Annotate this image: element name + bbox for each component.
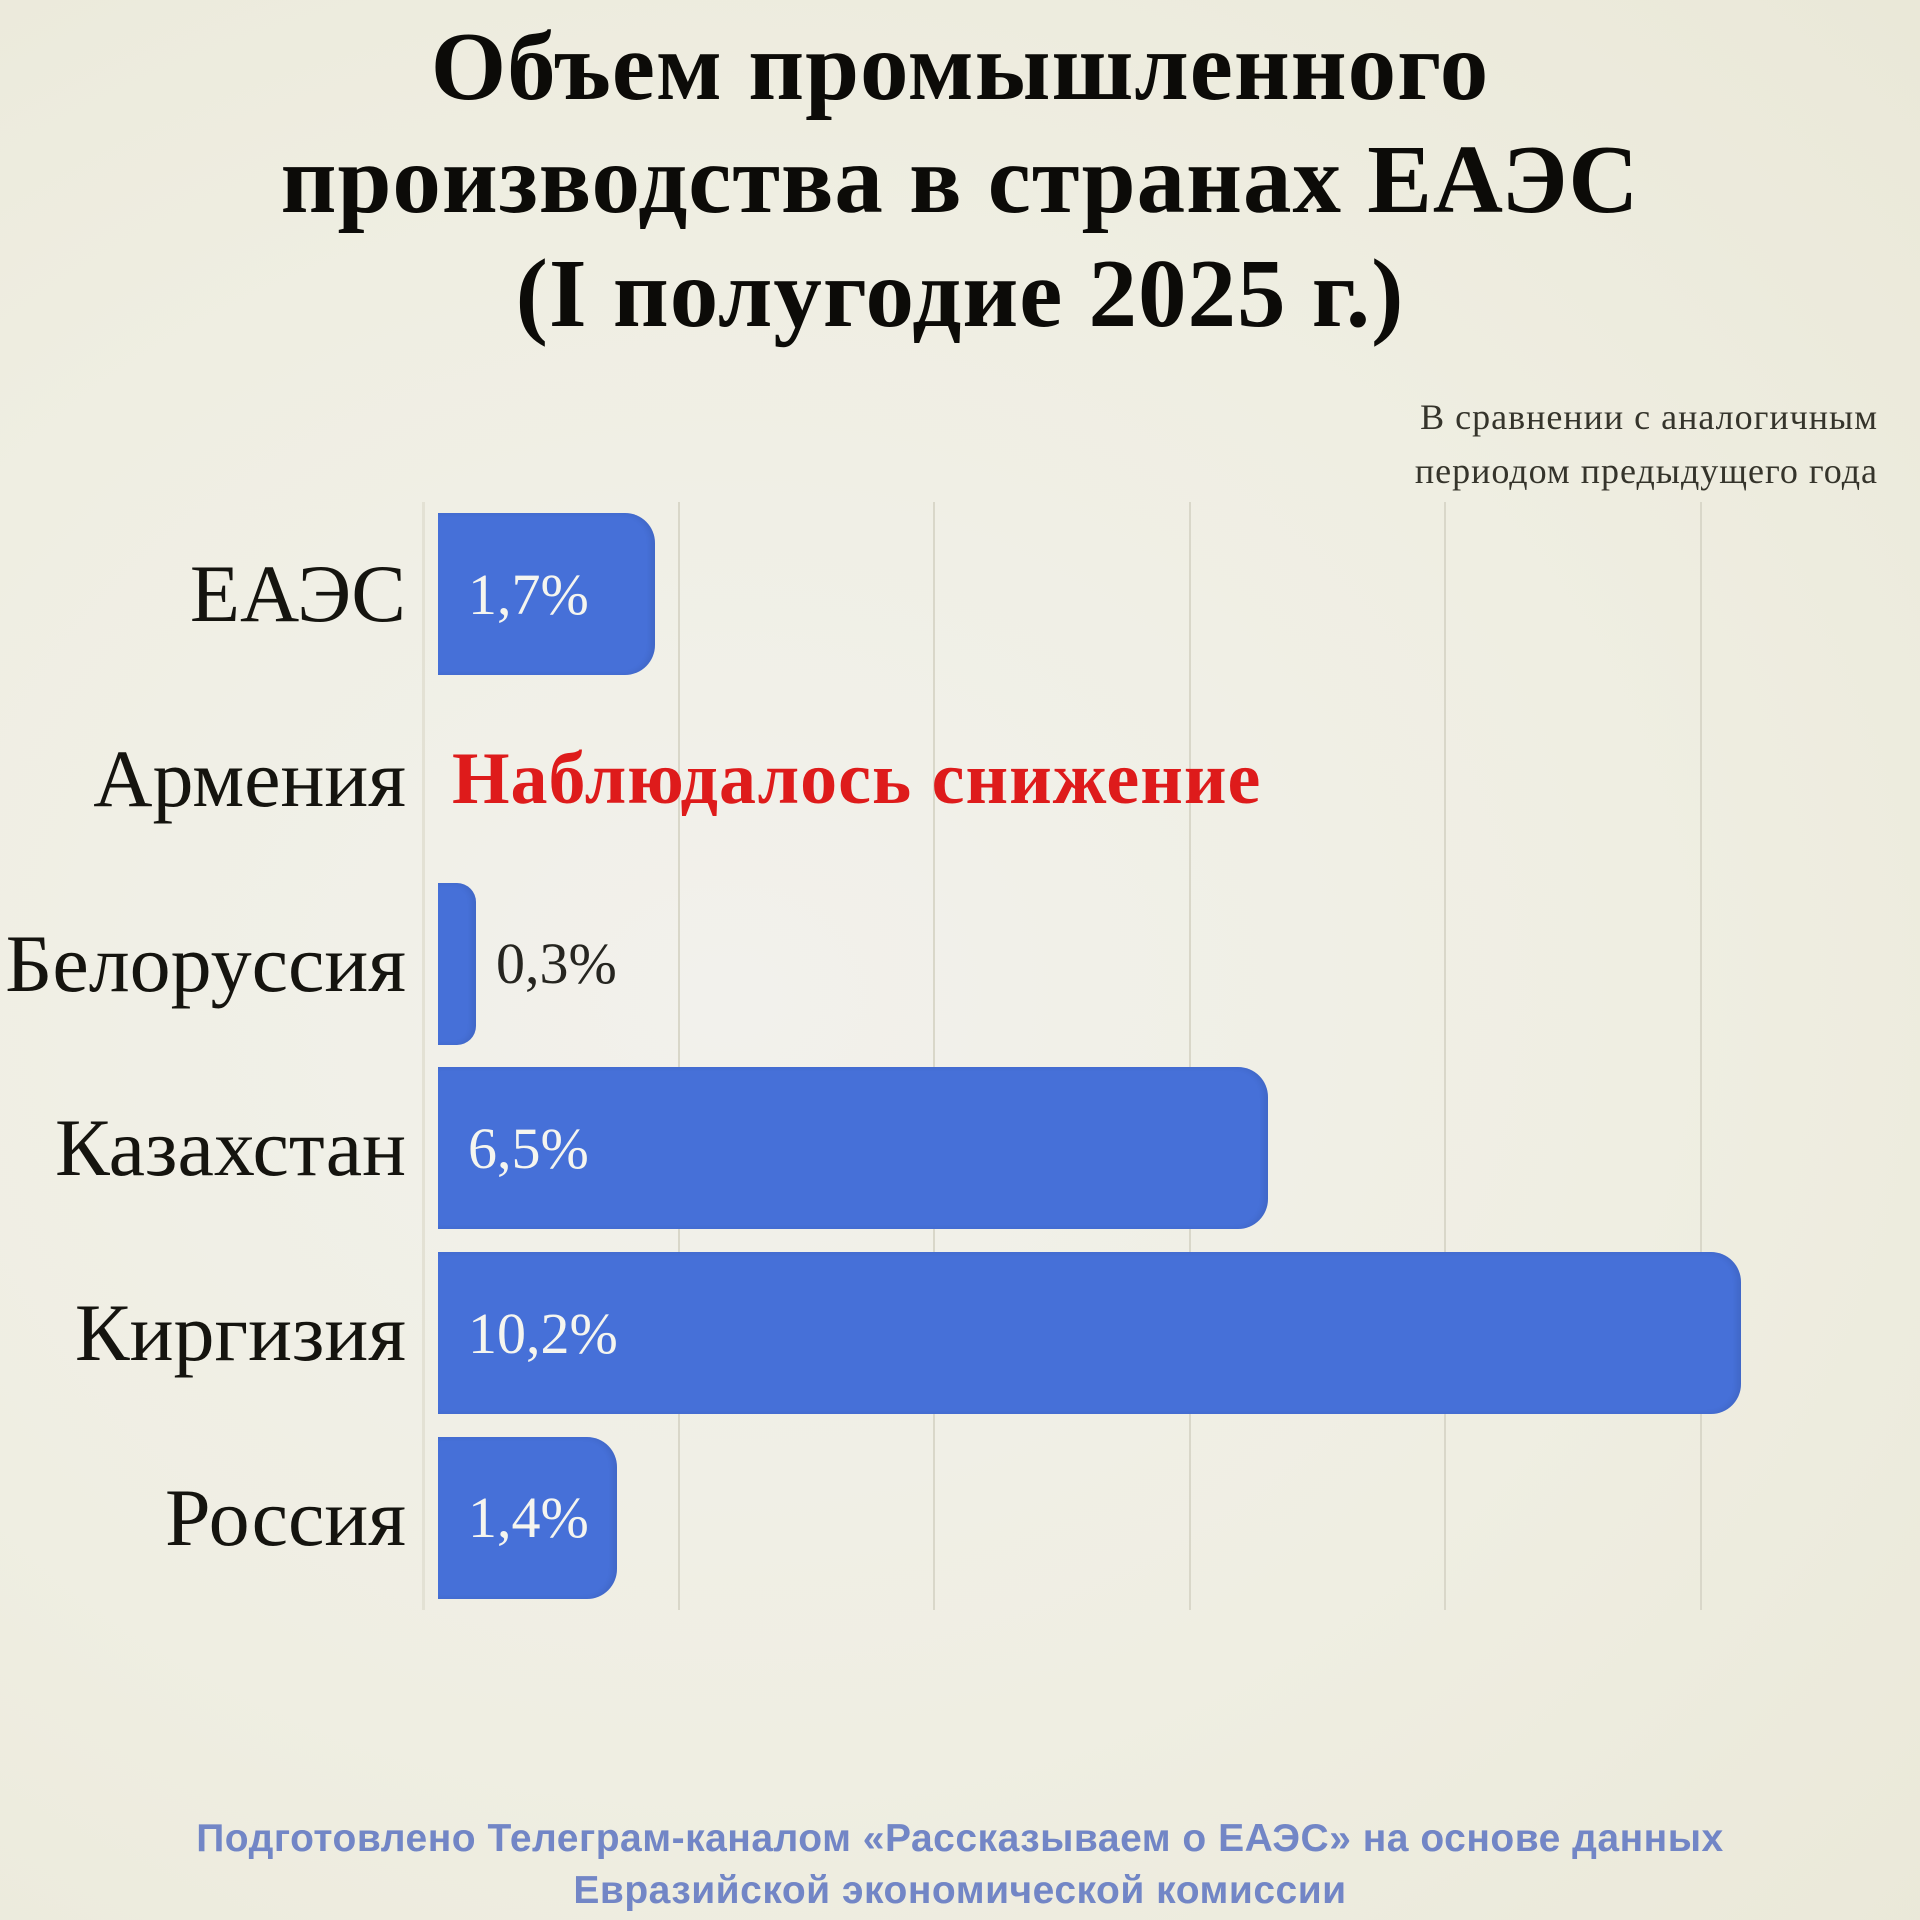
value-label: 0,3% xyxy=(496,931,617,997)
category-label: Киргизия xyxy=(74,1287,406,1379)
category-label: Белоруссия xyxy=(5,917,406,1009)
bar-area xyxy=(438,1425,1920,1610)
chart-subtitle-line-2: периодом предыдущего года xyxy=(1414,451,1878,491)
chart-row-6 xyxy=(0,1425,1920,1610)
chart-row-5 xyxy=(0,1241,1920,1426)
chart-row-2 xyxy=(0,687,1920,872)
bar xyxy=(438,1437,617,1599)
bar xyxy=(438,1252,1741,1414)
bar-area xyxy=(438,1056,1920,1241)
category-label: ЕАЭС xyxy=(189,548,406,640)
value-label: 1,4% xyxy=(468,1485,589,1551)
chart-subtitle xyxy=(1415,390,1878,498)
footer-credit-line-1: Подготовлено Телеграм-каналом «Рассказываем о ЕАЭС» на основе данных xyxy=(196,1817,1724,1861)
bar xyxy=(438,1067,1268,1229)
value-label: 6,5% xyxy=(468,1115,589,1181)
bar xyxy=(438,883,476,1045)
footer-credit xyxy=(0,1813,1920,1916)
chart-title-line-3: (I полугодие 2025 г.) xyxy=(515,239,1405,347)
chart-row-4 xyxy=(0,1056,1920,1241)
value-label: 10,2% xyxy=(468,1300,618,1366)
bar-area xyxy=(438,687,1920,872)
decline-annotation: Наблюдалось снижение xyxy=(452,737,1262,820)
chart-title xyxy=(0,0,1920,350)
category-label: Казахстан xyxy=(55,1102,406,1194)
category-label: Армения xyxy=(93,733,406,824)
chart-rows xyxy=(0,502,1920,1610)
footer-credit-line-2: Евразийской экономической комиссии xyxy=(573,1868,1347,1912)
bar xyxy=(438,513,655,675)
bar-area xyxy=(438,1241,1920,1426)
bar-area xyxy=(438,871,1920,1056)
chart-title-line-2: производства в странах ЕАЭС xyxy=(280,126,1640,234)
bar-chart xyxy=(0,502,1920,1610)
chart-title-line-1: Объем промышленного xyxy=(430,13,1490,120)
bar-area xyxy=(438,502,1920,687)
value-label: 1,7% xyxy=(468,561,589,627)
chart-row-1 xyxy=(0,502,1920,687)
chart-subtitle-line-1: В сравнении с аналогичным xyxy=(1420,397,1878,437)
category-label: Россия xyxy=(165,1471,406,1563)
chart-row-3 xyxy=(0,871,1920,1056)
